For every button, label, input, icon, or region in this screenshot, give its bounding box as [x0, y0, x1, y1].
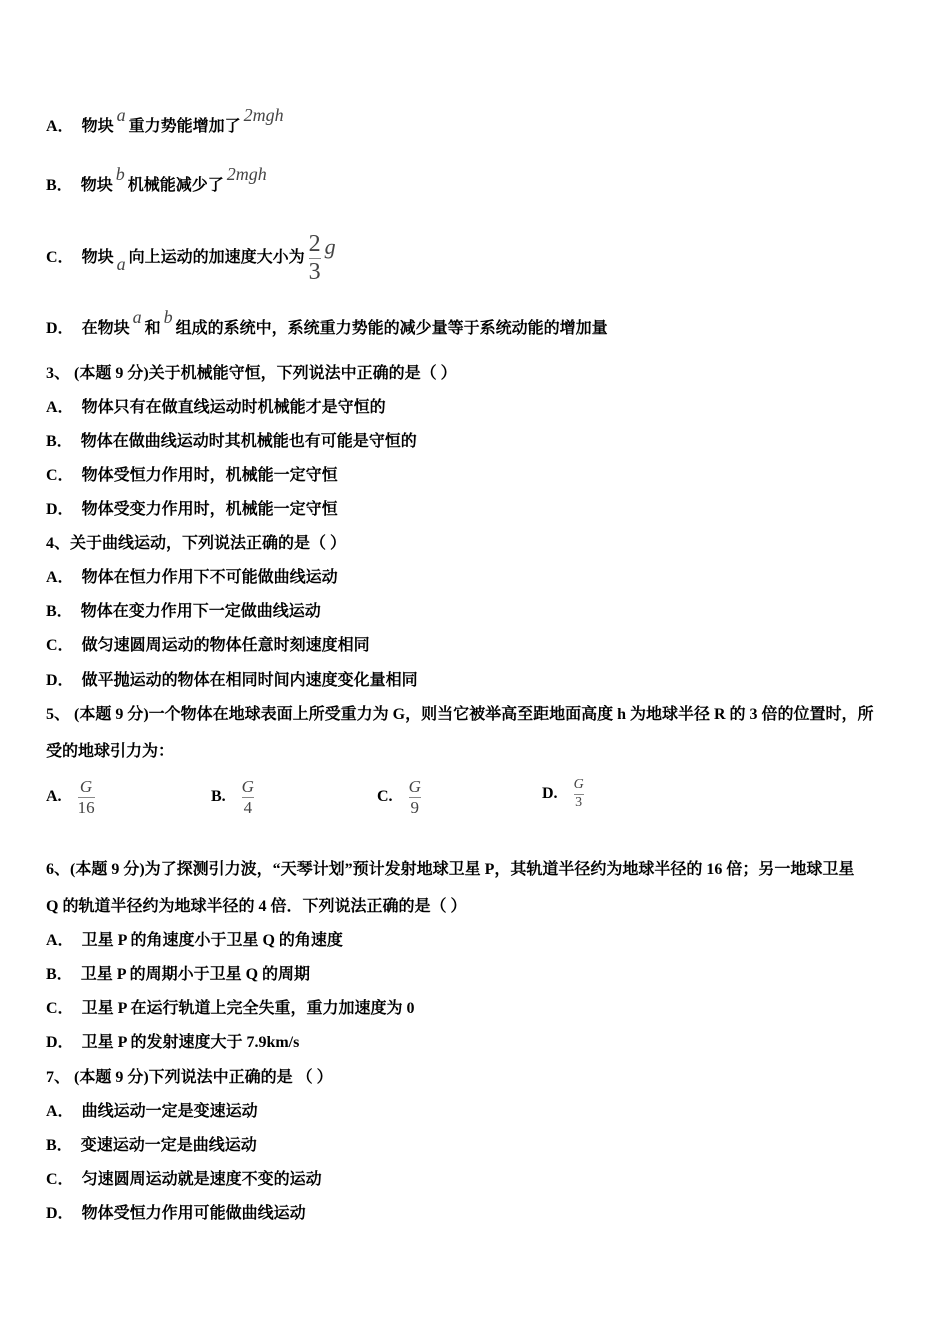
fraction	[309, 232, 321, 285]
q6-option-d	[46, 1033, 299, 1053]
option-label: A．	[46, 1103, 74, 1120]
q6-option-c	[46, 999, 414, 1019]
fraction-denominator: 4	[243, 797, 253, 817]
option-label: C．	[46, 637, 74, 654]
fraction-denominator: 3	[308, 258, 321, 285]
fraction-numerator: G	[79, 777, 93, 796]
math-variable: g	[324, 234, 336, 259]
option-text: 组成的系统中，系统重力势能的减少量等于系统动能的增加量	[175, 320, 608, 337]
q3-stem: 3、 (本题 9 分)关于机械能守恒，下列说法中正确的是（ ）	[46, 365, 457, 382]
option-text: 卫星 P 的角速度小于卫星 Q 的角速度	[81, 932, 343, 949]
fraction-denominator: 9	[410, 797, 419, 817]
fraction-denominator: 3	[575, 794, 583, 810]
q7-option-c	[46, 1170, 322, 1190]
option-label: A．	[46, 118, 74, 135]
fraction-numerator: G	[573, 777, 584, 792]
q3-option-b	[46, 432, 417, 452]
option-text: 卫星 P 的发射速度大于 7.9km/s	[81, 1034, 300, 1051]
q3-option-d	[46, 500, 338, 520]
option-text: 做平抛运动的物体在相同时间内速度变化量相同	[81, 672, 418, 689]
option-label: A．	[46, 399, 74, 416]
option-text: 物块	[80, 177, 113, 194]
fraction	[242, 778, 254, 817]
option-label: C．	[46, 467, 74, 484]
option-text: 物体受恒力作用可能做曲线运动	[81, 1205, 306, 1222]
q6-stem-line1: 6、(本题 9 分)为了探测引力波，“天琴计划”预计发射地球卫星 P，其轨道半径约为地球半径的 16 倍；另一地球卫星	[46, 861, 855, 878]
fraction	[409, 778, 421, 817]
q2-option-d	[46, 307, 608, 339]
math-variable: b	[163, 307, 173, 327]
option-label: C．	[46, 1171, 74, 1188]
q7-option-a	[46, 1102, 258, 1122]
math-variable: a	[132, 307, 142, 327]
option-text: 做匀速圆周运动的物体任意时刻速度相同	[81, 637, 370, 654]
q5-stem-line1: 5、 (本题 9 分)一个物体在地球表面上所受重力为 G，则当它被举高至距地面高度 h 为地球半径 R 的 3 倍的位置时，所	[46, 706, 874, 723]
option-text: 物体受变力作用时，机械能一定守恒	[81, 501, 338, 518]
q5-option-b	[211, 778, 258, 817]
fraction-numerator: G	[408, 777, 421, 796]
option-text: 机械能减少了	[127, 177, 224, 194]
q4-stem: 4、关于曲线运动，下列说法正确的是（ ）	[46, 535, 347, 552]
option-label: D．	[46, 1034, 74, 1051]
option-text: 卫星 P 在运行轨道上完全失重，重力加速度为 0	[81, 1000, 415, 1017]
q6-stem-line2: Q 的轨道半径约为地球半径的 4 倍．下列说法正确的是（ ）	[46, 898, 467, 915]
option-label: D．	[46, 320, 74, 337]
option-label: C.	[377, 788, 393, 806]
math-variable: a	[116, 254, 126, 274]
q5-stem-line2: 受的地球引力为：	[46, 743, 175, 760]
math-variable: b	[115, 164, 125, 184]
q4-option-a	[46, 568, 338, 588]
q2-option-a	[46, 105, 287, 137]
option-label: A．	[46, 932, 74, 949]
q6-option-a	[46, 931, 343, 951]
option-text: 卫星 P 的周期小于卫星 Q 的周期	[80, 966, 311, 983]
option-label: B．	[46, 603, 73, 620]
fraction-numerator: G	[241, 777, 254, 796]
option-label: B．	[46, 177, 73, 194]
q4-option-c	[46, 636, 370, 656]
fraction-denominator: 16	[77, 797, 95, 817]
math-expression: 2mgh	[243, 105, 284, 125]
q5-option-d	[542, 778, 588, 810]
option-label: B．	[46, 966, 73, 983]
option-label: A．	[46, 569, 74, 586]
q7-option-d	[46, 1204, 306, 1224]
q3-option-c	[46, 466, 338, 486]
option-text: 物块	[81, 249, 114, 266]
option-text: 重力势能增加了	[128, 118, 241, 135]
fraction-numerator: 2	[308, 230, 321, 257]
option-label: C．	[46, 1000, 74, 1017]
option-text: 匀速圆周运动就是速度不变的运动	[81, 1171, 322, 1188]
option-text: 变速运动一定是曲线运动	[80, 1137, 257, 1154]
q2-option-c	[46, 222, 336, 285]
option-label: B．	[46, 433, 73, 450]
q4-option-d	[46, 671, 418, 691]
option-label: D．	[46, 1205, 74, 1222]
option-label: D．	[46, 672, 74, 689]
q7-option-b	[46, 1136, 257, 1156]
option-text: 物体在变力作用下一定做曲线运动	[80, 603, 321, 620]
option-label: B.	[211, 788, 226, 806]
math-expression: 2mgh	[226, 164, 267, 184]
option-text: 曲线运动一定是变速运动	[81, 1103, 258, 1120]
option-text: 向上运动的加速度大小为	[128, 249, 305, 266]
q6-option-b	[46, 965, 310, 985]
option-label: D.	[542, 785, 558, 803]
option-label: B．	[46, 1137, 73, 1154]
option-label: C．	[46, 249, 74, 266]
option-text: 和	[144, 320, 161, 337]
fraction	[78, 778, 95, 817]
option-text: 物体受恒力作用时，机械能一定守恒	[81, 467, 338, 484]
fraction	[574, 778, 584, 810]
option-label: D．	[46, 501, 74, 518]
option-text: 物体在做曲线运动时其机械能也有可能是守恒的	[80, 433, 417, 450]
option-text: 物体只有在做直线运动时机械能才是守恒的	[81, 399, 386, 416]
q5-option-a	[46, 778, 99, 817]
q2-option-b	[46, 164, 270, 196]
option-label: A.	[46, 788, 62, 806]
q5-option-c	[377, 778, 425, 817]
q3-option-a	[46, 398, 386, 418]
q4-option-b	[46, 602, 321, 622]
option-text: 在物块	[81, 320, 130, 337]
math-variable: a	[116, 105, 126, 125]
option-text: 物体在恒力作用下不可能做曲线运动	[81, 569, 338, 586]
option-text: 物块	[81, 118, 114, 135]
q7-stem: 7、 (本题 9 分)下列说法中正确的是 （ ）	[46, 1069, 333, 1086]
